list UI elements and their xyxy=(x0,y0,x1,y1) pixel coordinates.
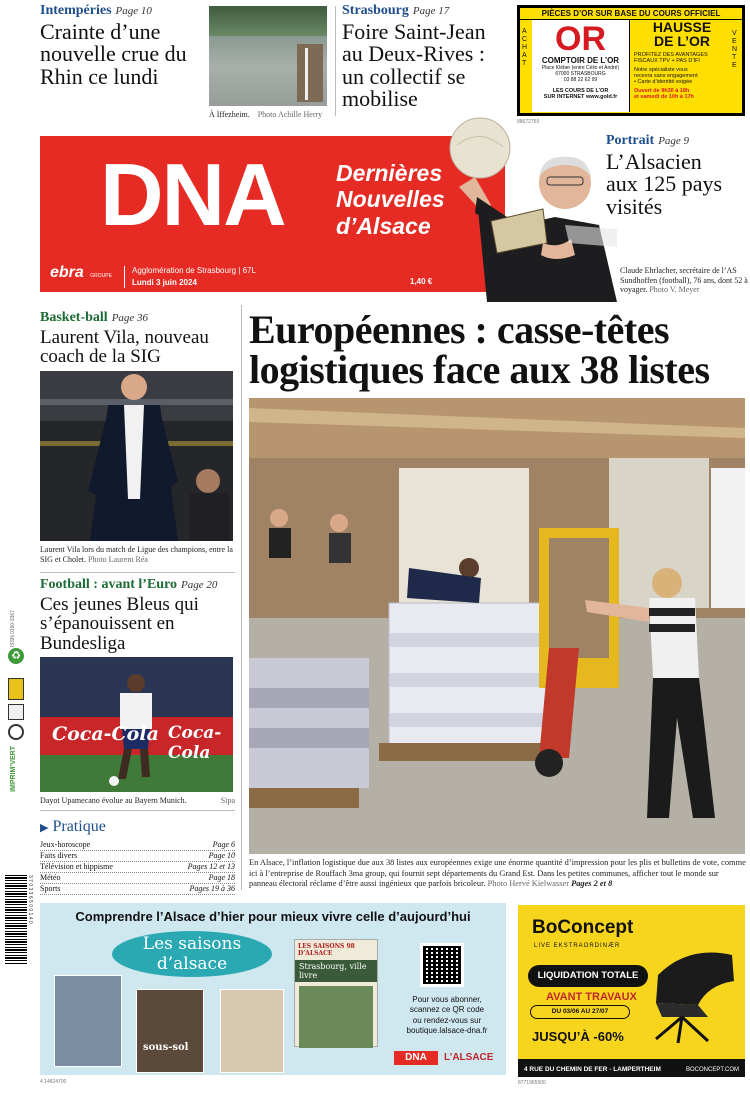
football-kicker-label: Football : avant l’Euro xyxy=(40,577,178,592)
alsace-mini-logo: L’ALSACE xyxy=(444,1052,494,1063)
intemperies-caption-credit: Photo Achille Herry xyxy=(257,110,323,119)
magazine-cover-2-title: sous-sol xyxy=(143,1042,189,1053)
masthead-logo: DNA xyxy=(100,145,285,244)
strasbourg-teaser[interactable] xyxy=(342,3,510,111)
portrait-caption xyxy=(620,266,748,295)
football-page: Page 20 xyxy=(181,579,218,591)
barcode xyxy=(5,875,27,965)
masthead-edition: Agglomération de Strasbourg | 67L xyxy=(132,266,256,275)
saisons-ad[interactable] xyxy=(40,903,506,1075)
pratique-title: Pratique xyxy=(52,818,106,835)
warehouse-illustration xyxy=(249,398,745,854)
gold-ad-open2: et samedi de 10h à 17h xyxy=(634,93,694,100)
basket-caption-credit: Photo Laurent Réa xyxy=(88,554,148,564)
boconcept-avant: AVANT TRAVAUX xyxy=(546,991,637,1003)
portrait-title: L’Alsacien aux 125 pays visités xyxy=(606,149,723,219)
basket-coach-illustration xyxy=(40,371,233,541)
saisons-ad-subscribe-4: boutique.lalsace-dna.fr xyxy=(406,1026,488,1036)
certification-icon xyxy=(8,704,24,720)
strasbourg-page: Page 17 xyxy=(412,5,450,17)
portrait-illustration xyxy=(447,117,617,302)
intemperies-teaser[interactable] xyxy=(40,3,200,88)
boconcept-address: 4 RUE DU CHEMIN DE FER - LAMPERTHEIM xyxy=(524,1066,661,1073)
basket-title: Laurent Vila, nouveau coach de la SIG xyxy=(40,327,209,368)
gold-ad-cours1: LES COURS DE L’OR xyxy=(552,88,609,94)
boconcept-ad-ref: 8771965500 xyxy=(518,1080,546,1086)
boconcept-sub: LIVE EKSTRAORDINÆR xyxy=(534,943,621,949)
main-title: Européennes : casse-têtes logistiques face aux 38 listes xyxy=(249,307,710,392)
football-photo xyxy=(40,657,233,792)
gold-ad-ref: 88672755 xyxy=(517,119,540,125)
gold-ad-spec3: • Carte d’identité exigée xyxy=(634,78,693,85)
portrait-teaser[interactable] xyxy=(606,133,746,218)
gold-ad-address2: 67000 STRASBOURG xyxy=(555,71,606,77)
saisons-ad-ref: 4 14824700 xyxy=(40,1079,67,1085)
label-icon xyxy=(8,678,24,700)
basket-page: Page 36 xyxy=(111,312,149,324)
gold-ad-hausse2: DE L’OR xyxy=(653,33,710,49)
gold-ad-side-right: VENTE xyxy=(732,30,738,70)
pratique-item-page: Pages 19 à 36 xyxy=(189,884,235,893)
gold-ad-spec2: recevra sans engagement xyxy=(634,72,698,79)
pratique-arrow-icon: ▶ xyxy=(40,822,49,834)
intemperies-caption xyxy=(209,110,334,120)
pratique-box xyxy=(40,818,235,895)
pratique-item-page: Page 10 xyxy=(208,851,235,860)
pratique-list xyxy=(40,840,235,895)
side-logos xyxy=(6,600,28,900)
football-board-2: Coca-Cola xyxy=(168,723,222,763)
pratique-item-label: Faits divers xyxy=(40,851,78,860)
football-caption-text: Dayot Upamecano évolue au Bayern Munich. xyxy=(40,796,187,805)
pratique-item-label: Jeux-horoscope xyxy=(40,840,91,849)
gold-ad-phone: 03 88 22 62 99 xyxy=(563,77,598,83)
portrait-page: Page 9 xyxy=(658,135,690,147)
magazine-cover-4-brand: LES SAISONS 98 D’ALSACE xyxy=(298,943,355,957)
football-caption xyxy=(40,796,235,806)
saisons-ad-headline: Comprendre l’Alsace d’hier pour mieux vivre celle d’aujourd’hui xyxy=(75,909,471,924)
strasbourg-kicker xyxy=(342,3,510,19)
masthead-line1: Dernières xyxy=(336,160,443,186)
boconcept-url: BOCONCEPT.COM xyxy=(685,1067,739,1073)
main-body-text: En Alsace, l’inflation logistique due aux 38 listes aux européennes exige une énorme quantité d’impression pour les plis et bulletins de vote, comme ici à l’entreprise de Rouffach 3ma group, qui fournit sept départements du Grand Est. Dans les petites communes, afficher tout le monde sur panneau électoral réclame d’être aussi ingénieux que parfois bricoleur. xyxy=(249,858,746,888)
gold-ad-header: PIÈCES D’OR SUR BASE DU COURS OFFICIEL xyxy=(520,8,742,20)
saisons-ad-brand2: d’alsace xyxy=(156,954,228,974)
magazine-cover-2 xyxy=(136,989,204,1073)
masthead-line2: Nouvelles xyxy=(336,186,445,213)
football-caption-credit: Sipa xyxy=(220,796,235,805)
pratique-item-page: Page 18 xyxy=(208,873,235,882)
saisons-ad-subscribe-3: ou rendez-vous sur xyxy=(412,1015,482,1025)
portrait-kicker xyxy=(606,133,746,149)
intemperies-kicker-label: Intempéries xyxy=(40,3,112,18)
main-photo xyxy=(249,398,745,854)
boconcept-jusqua: JUSQU’À -60% xyxy=(532,1029,624,1044)
gold-ad-big: OR xyxy=(555,20,606,58)
portrait-caption-text: Claude Ehrlacher, secrétaire de l’AS Sundhoffen (football), 76 ans, dont 52 à voyager. xyxy=(620,266,748,295)
gold-ad-profit2: FISCAUX TPV + PAS D’IFI xyxy=(634,57,700,64)
pratique-item[interactable] xyxy=(40,884,235,895)
boconcept-chair-icon xyxy=(638,945,742,1045)
gold-ad[interactable] xyxy=(517,5,745,116)
main-body xyxy=(249,858,746,890)
gold-ad-address1: Place Kléber (entre Célio et André) xyxy=(541,65,620,71)
main-body-pages: Pages 2 et 8 xyxy=(571,879,613,888)
pratique-item-page: Pages 12 et 13 xyxy=(187,862,235,871)
paper-icon xyxy=(8,724,24,740)
qr-code[interactable] xyxy=(420,943,464,987)
top-divider xyxy=(335,6,336,116)
saisons-ad-brand1: Les saisons xyxy=(142,934,242,954)
basket-kicker xyxy=(40,310,240,326)
pratique-item[interactable] xyxy=(40,851,235,862)
boconcept-dates: DU 03/06 AU 27/07 xyxy=(551,1008,609,1015)
magazine-cover-4 xyxy=(294,939,378,1047)
basket-kicker-label: Basket-ball xyxy=(40,310,108,325)
football-board-1: Coca-Cola xyxy=(52,723,159,745)
football-kicker xyxy=(40,577,240,593)
basket-teaser[interactable] xyxy=(40,310,240,367)
magazine-cover-1 xyxy=(54,975,122,1067)
strasbourg-kicker-label: Strasbourg xyxy=(342,3,409,18)
recycle-icon: ♻ xyxy=(8,648,24,664)
portrait-kicker-label: Portrait xyxy=(606,133,655,148)
main-body-credit: Photo Hervé Kielwasser xyxy=(487,879,569,888)
pratique-item-label: Sports xyxy=(40,884,61,893)
portrait-caption-credit: Photo V. Meyer xyxy=(649,285,700,295)
gold-ad-side-left: ACHAT xyxy=(522,28,528,68)
gold-ad-shop: COMPTOIR DE L’OR xyxy=(541,56,620,65)
magazine-cover-4-title: Strasbourg, ville livre xyxy=(295,960,377,982)
ebra-logo xyxy=(50,264,112,282)
football-teaser[interactable] xyxy=(40,577,240,653)
pratique-item-label: Télévision et hippisme xyxy=(40,862,113,871)
barcode-number: 3 7 0 3 3 6 5 0 0 1 4 0 xyxy=(27,875,33,924)
strasbourg-title: Foire Saint-Jean au Deux-Rives : un collectif se mobilise xyxy=(342,19,486,112)
intemperies-kicker xyxy=(40,3,200,19)
masthead-line3: d’Alsace xyxy=(336,212,431,239)
masthead[interactable] xyxy=(40,136,505,292)
basket-caption-text: Laurent Vila lors du match de Ligue des champions, entre la SIG et Cholet. xyxy=(40,545,233,564)
gold-ad-cours2: SUR INTERNET www.gold.fr xyxy=(543,94,618,100)
pratique-item[interactable] xyxy=(40,840,235,851)
pratique-item[interactable] xyxy=(40,862,235,873)
pratique-header xyxy=(40,818,235,836)
ebra-logo-sub: GROUPE xyxy=(90,273,112,279)
gold-ad-open1: Ouvert de 9h30 à 18h xyxy=(634,87,690,94)
masthead-date: Lundi 3 juin 2024 xyxy=(132,278,197,287)
saisons-ad-subscribe xyxy=(392,995,502,1037)
saisons-ad-subscribe-2: scannez ce QR code xyxy=(409,1005,485,1015)
gold-ad-profit1: PROFITEZ DES AVANTAGES xyxy=(634,51,708,58)
gold-ad-spec1: Notre spécialiste vous xyxy=(634,66,688,73)
boconcept-ad[interactable] xyxy=(518,905,745,1077)
intemperies-page: Page 10 xyxy=(115,5,152,17)
rhine-flood-photo xyxy=(209,6,327,106)
basket-photo xyxy=(40,371,233,541)
pratique-item[interactable] xyxy=(40,873,235,884)
pratique-item-label: Météo xyxy=(40,873,61,882)
portrait-photo xyxy=(447,117,617,302)
ebra-logo-name: ebra xyxy=(50,264,84,281)
basket-caption xyxy=(40,545,235,564)
dna-mini-logo: DNA xyxy=(394,1051,438,1065)
intemperies-caption-text: À Iffezheim. xyxy=(209,110,250,119)
gold-ad-hausse1: HAUSSE xyxy=(652,19,712,35)
saisons-ad-subscribe-1: Pour vous abonner, xyxy=(412,995,482,1004)
boconcept-brand: BoConcept xyxy=(532,917,634,938)
football-title: Ces jeunes Bleus qui s’épanouissent en Bundesliga xyxy=(40,594,199,654)
masthead-price: 1,40 € xyxy=(410,277,433,286)
pratique-item-page: Page 6 xyxy=(212,840,235,849)
magazine-cover-3 xyxy=(220,989,284,1073)
imprimvert-logo: IMPRIM’VERT xyxy=(10,746,17,792)
intemperies-title: Crainte d’une nouvelle crue du Rhin ce lundi xyxy=(40,19,187,89)
issn-ref: ISSN 0150-3367 xyxy=(10,610,16,647)
boconcept-liquidation: LIQUIDATION TOTALE xyxy=(537,970,639,981)
